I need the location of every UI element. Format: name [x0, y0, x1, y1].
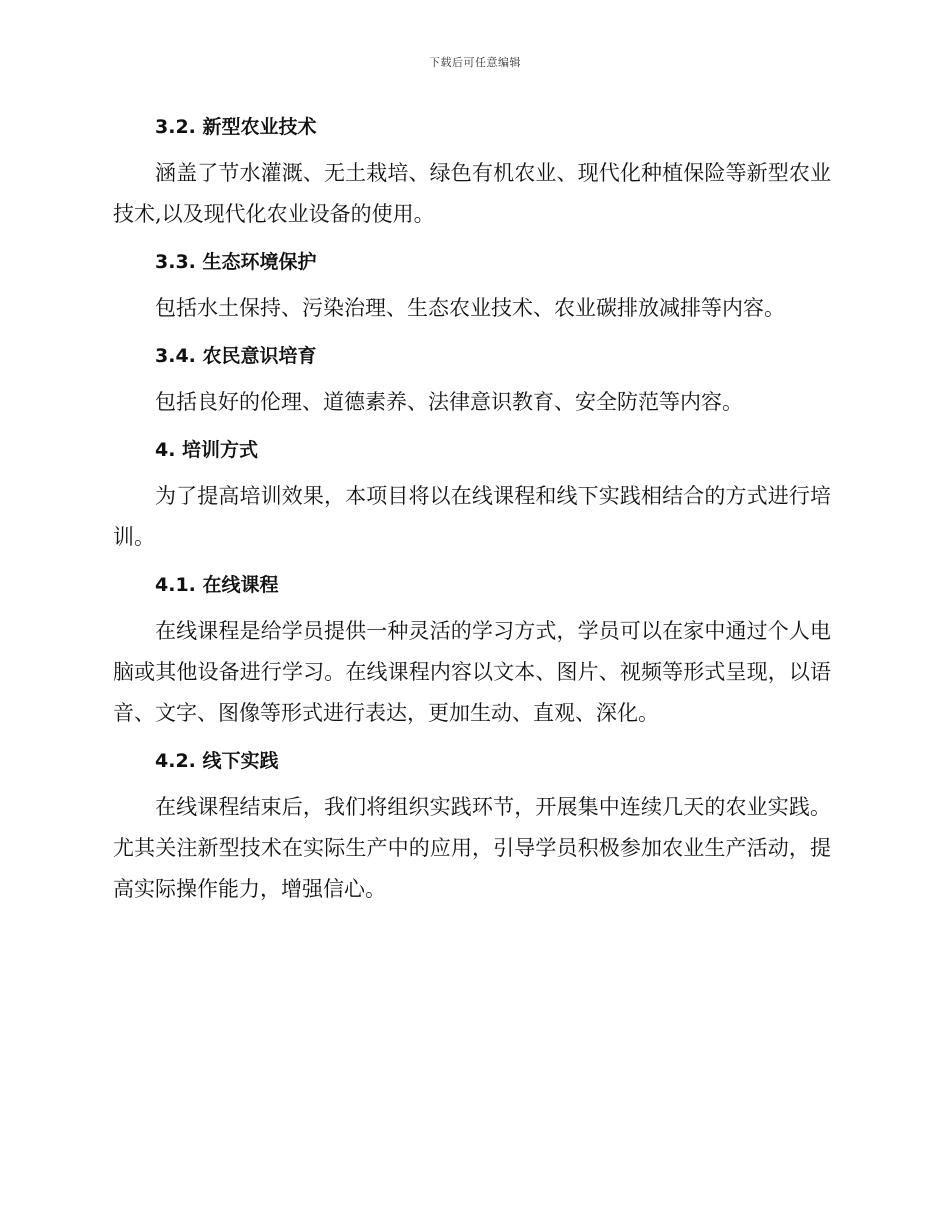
section-heading-4-1: 4.1. 在线课程	[155, 574, 279, 596]
section-heading-3-3: 3.3. 生态环境保护	[155, 251, 317, 273]
document-body	[113, 112, 831, 910]
section-paragraph-4: 为了提高培训效果，本项目将以在线课程和线下实践相结合的方式进行培训。	[113, 484, 831, 549]
section-paragraph-4-2: 在线课程结束后，我们将组织实践环节，开展集中连续几天的农业实践。尤其关注新型技术在实际生产中的应用，引导学员积极参加农业生产活动，提高实际操作能力，增强信心。	[113, 795, 831, 901]
section-paragraph-3-3: 包括水土保持、污染治理、生态农业技术、农业碳排放减排等内容。	[155, 296, 785, 320]
section-paragraph-3-2: 涵盖了节水灌溉、无土栽培、绿色有机农业、现代化种植保险等新型农业技术,以及现代化农业设备的使用。	[113, 161, 831, 226]
section-heading-3-4: 3.4. 农民意识培育	[155, 345, 317, 367]
section-paragraph-3-4: 包括良好的伦理、道德素养、法律意识教育、安全防范等内容。	[155, 390, 743, 414]
section-heading-4-2: 4.2. 线下实践	[155, 750, 279, 772]
section-paragraph-4-1: 在线课程是给学员提供一种灵活的学习方式，学员可以在家中通过个人电脑或其他设备进行学习。在线课程内容以文本、图片、视频等形式呈现，以语音、文字、图像等形式进行表达，更加生动、直观、深化。	[113, 619, 831, 725]
section-heading-4: 4. 培训方式	[155, 439, 259, 461]
page-header-note: 下载后可任意编辑	[429, 56, 521, 69]
section-heading-3-2: 3.2. 新型农业技术	[155, 116, 317, 138]
